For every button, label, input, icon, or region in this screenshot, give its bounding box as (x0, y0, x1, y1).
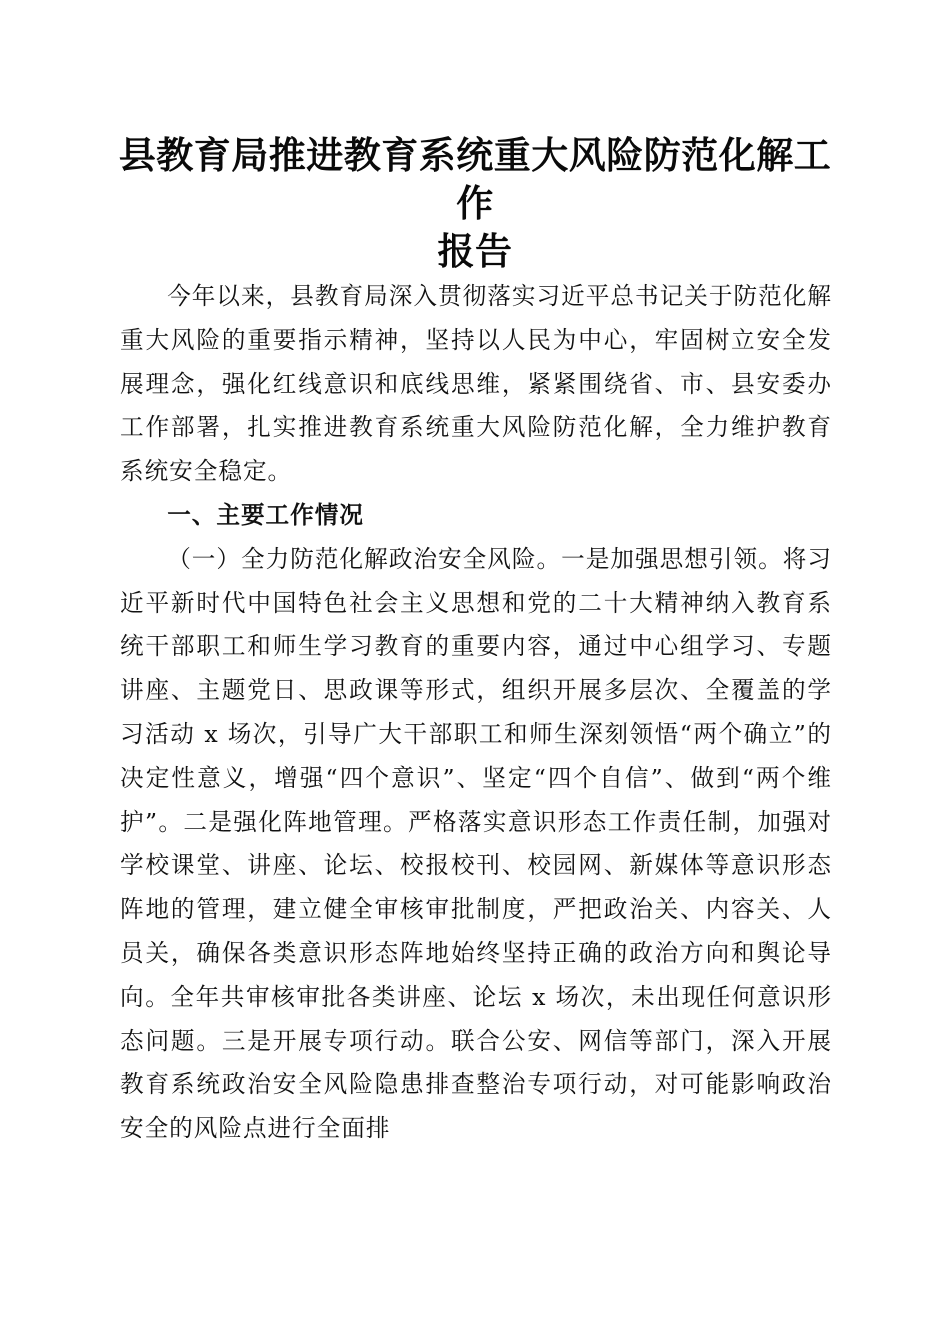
intro-paragraph: 今年以来，县教育局深入贯彻落实习近平总书记关于防范化解重大风险的重要指示精神，坚持以人民为中心，牢固树立安全发展理念，强化红线意识和底线思维，紧紧围绕省、市、县安委办工作部署，扎实推进教育系统重大风险防范化解，全力维护教育系统安全稳定。 (120, 282, 832, 486)
document-body (120, 275, 832, 1151)
political-security-paragraph: （一）全力防范化解政治安全风险。一是加强思想引领。将习近平新时代中国特色社会主义思想和党的二十大精神纳入教育系统干部职工和师生学习教育的重要内容，通过中心组学习、专题讲座、主题党日、思政课等形式，组织开展多层次、全覆盖的学习活动 x 场次，引导广大干部职工和师生深刻领悟“两个确立”的决定性意义，增强“四个意识”、坚定“四个自信”、做到“两个维护”。二是强化阵地管理。严格落实意识形态工作责任制，加强对学校课堂、讲座、论坛、校报校刊、校园网、新媒体等意识形态阵地的管理，建立健全审核审批制度，严把政治关、内容关、人员关，确保各类意识形态阵地始终坚持正确的政治方向和舆论导向。全年共审核审批各类讲座、论坛 x 场次，未出现任何意识形态问题。三是开展专项行动。联合公安、网信等部门，深入开展教育系统政治安全风险隐患排查整治专项行动，对可能影响政治安全的风险点进行全面排 (120, 544, 832, 1143)
section-heading-main-work: 一、主要工作情况 (167, 500, 364, 529)
title-line-1: 县教育局推进教育系统重大风险防范化解工作 (118, 134, 832, 225)
title-line-2: 报告 (437, 230, 513, 273)
document-title (110, 132, 840, 276)
